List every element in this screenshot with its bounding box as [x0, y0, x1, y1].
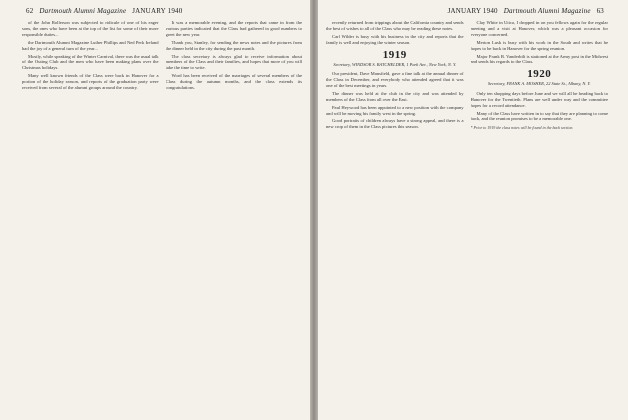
paragraph: The dinner was held at the club in the city and was attended by members of the Class from all over the East. — [326, 90, 464, 102]
paragraph: Mostly, while speaking of the Winter Carnival, there was the usual talk of the Outing Club and the men who have been making plans over the Christmas holidays. — [22, 53, 159, 71]
class-year-heading-1919: 1919 — [382, 48, 407, 61]
left-page — [0, 0, 310, 420]
paragraph: Merton Lusk is busy with his work in the South and writes that he hopes to be back in Hanover for the spring reunion. — [470, 39, 608, 51]
paragraph: Clay White in Utica, I dropped in on you fellows again for the regular meeting and a visit at Hanover, which was a pleasant occasion for everyone concerned. — [470, 20, 608, 37]
left-page-number: 62 — [26, 7, 34, 15]
paragraph: Many of the Class have written in to say that they are planning to come back, and the reunion promises to be a memorable one. — [470, 110, 608, 122]
right-column-1 — [326, 20, 464, 420]
right-columns — [326, 20, 608, 420]
paragraph: recently returned from trippings about the California country and sends the best of wishes to all of the Class who may be reading these notes. — [326, 20, 464, 31]
paragraph: Major Frank B. Vanderbilt is stationed at the Army post in the Midwest and sends his regards to the Class. — [470, 53, 608, 65]
paragraph: Many well known friends of the Class were back in Hanover for a portion of the holiday season, and reports of the graduation party were received from several of the alumni groups around the country. — [22, 73, 159, 91]
right-running-head — [326, 6, 608, 16]
page-gutter — [310, 0, 318, 420]
footnote: * Prior to 1919 the class notes will be found in the back section. — [470, 125, 574, 131]
paragraph: of the John Rollerson was subjected to ridicule of one of his eager sons, the ones who have been at the top of the list for some of their more responsible duties... — [22, 20, 159, 37]
paragraph: It was a memorable evening, and the reports that came in from the various parties indicated that the Class had gathered in good numbers to greet the new year. — [165, 20, 302, 37]
right-issue-date: JANUARY 1940 — [447, 7, 498, 15]
left-running-head — [22, 6, 302, 16]
left-column-2 — [166, 20, 303, 420]
paragraph: Good portraits of children always have a strong appeal, and there is a new crop of them in the Class pictures this season. — [326, 118, 464, 130]
class-year-heading-1920: 1920 — [527, 68, 552, 81]
paragraph: Our president, Dave Mansfield, gave a fine talk at the annual dinner of the Class in December, and everybody who attended agreed that it was one of the best meetings in years. — [326, 71, 464, 88]
paragraph: Word has been received of the marriages of several members of the Class during the autumn months, and the class extends its congratulations. — [165, 73, 302, 91]
left-columns — [22, 20, 302, 420]
right-page-number: 63 — [596, 7, 604, 15]
paragraph: Only ten shopping days before June and we will all be heading back to Hanover for the Twentieth. Plans are well under way and the committee hopes for a record attendance. — [470, 90, 608, 108]
paragraph: Paul Heywood has been appointed to a new position with the company and will be moving his family west in the spring. — [326, 104, 464, 116]
paragraph: Carl Wilder is busy with his business in the city and reports that the family is well and enjoying the winter season. — [326, 33, 464, 45]
left-column-1 — [22, 20, 159, 420]
left-issue-date: JANUARY 1940 — [132, 7, 183, 15]
right-page — [318, 0, 628, 420]
paragraph: The class secretary is always glad to receive information about members of the Class and their families, and hopes that more of you will take the time to write. — [165, 53, 302, 71]
paragraph: the Dartmouth Alumni Magazine Luther Phillips and Ned Perk Ireland had the joy of a general turn of the year... — [22, 39, 159, 51]
right-column-2 — [471, 20, 609, 420]
left-journal-title: Dartmouth Alumni Magazine — [39, 7, 127, 15]
paragraph: Thank you, Stanley, for sending the news notes and the pictures from the dinner held in the city during the past month. — [165, 39, 302, 51]
class-secretary-line: Secretary, WINDSOR S. BATCHELDER, 1 Park Ave., New York, N. Y. — [333, 61, 457, 67]
right-journal-title: Dartmouth Alumni Magazine — [503, 7, 591, 15]
class-secretary-line: Secretary, FRANK A. MOSHER, 22 State St., Albany, N. Y. — [487, 81, 591, 87]
